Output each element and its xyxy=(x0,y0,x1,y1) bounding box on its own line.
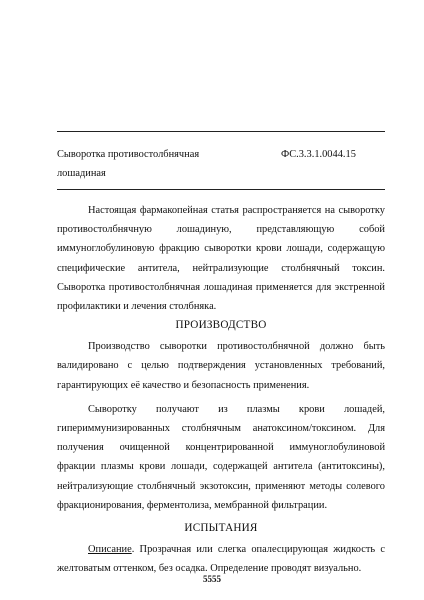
page-number: 5555 xyxy=(203,574,221,584)
description-paragraph xyxy=(57,540,385,578)
document-body xyxy=(57,201,385,578)
description-text: . Прозрачная или слегка опалесцирующая жидкость с желтоватым оттенком, без осадка. Определение проводят визуально. xyxy=(57,544,385,575)
production-heading: ПРОИЗВОДСТВО xyxy=(175,319,267,332)
monograph-title: Сыворотка противостолбнячная лошадиная xyxy=(57,149,200,179)
monograph-code: ФС.3.3.1.0044.15 xyxy=(281,149,356,160)
top-rule xyxy=(57,131,385,132)
production-paragraph-1: Производство сыворотки противостолбнячной должно быть валидировано с целью подтверждения установленных требований, гарантирующих её качество и безопасность применения. xyxy=(57,341,385,391)
description-label: Описание xyxy=(88,544,132,556)
production-paragraph-2: Сыворотку получают из плазмы крови лошадей, гипериммунизированных столбнячным анатоксином/токсином. Для получения очищенной концентрированной иммуноглобулиновой фракции плазмы крови лошади, содержащей антитела (антитоксины), нейтрализующие столбнячный экзотоксин, применяют методы солевого фракционирования, ферментолиза, мембранной фильтрации. xyxy=(57,403,385,511)
intro-paragraph: Настоящая фармакопейная статья распространяется на сыворотку противостолбнячную лошадиную, представляющую собой иммуноглобулиновую фракцию сыворотки крови лошади, содержащую специфические антитела, нейтрализующие столбнячный токсин. Сыворотка противостолбнячная лошадиная применяется для экстренной профилактики и лечения столбняка. xyxy=(57,205,385,313)
tests-heading: ИСПЫТАНИЯ xyxy=(184,522,258,535)
header-rule xyxy=(57,189,385,190)
